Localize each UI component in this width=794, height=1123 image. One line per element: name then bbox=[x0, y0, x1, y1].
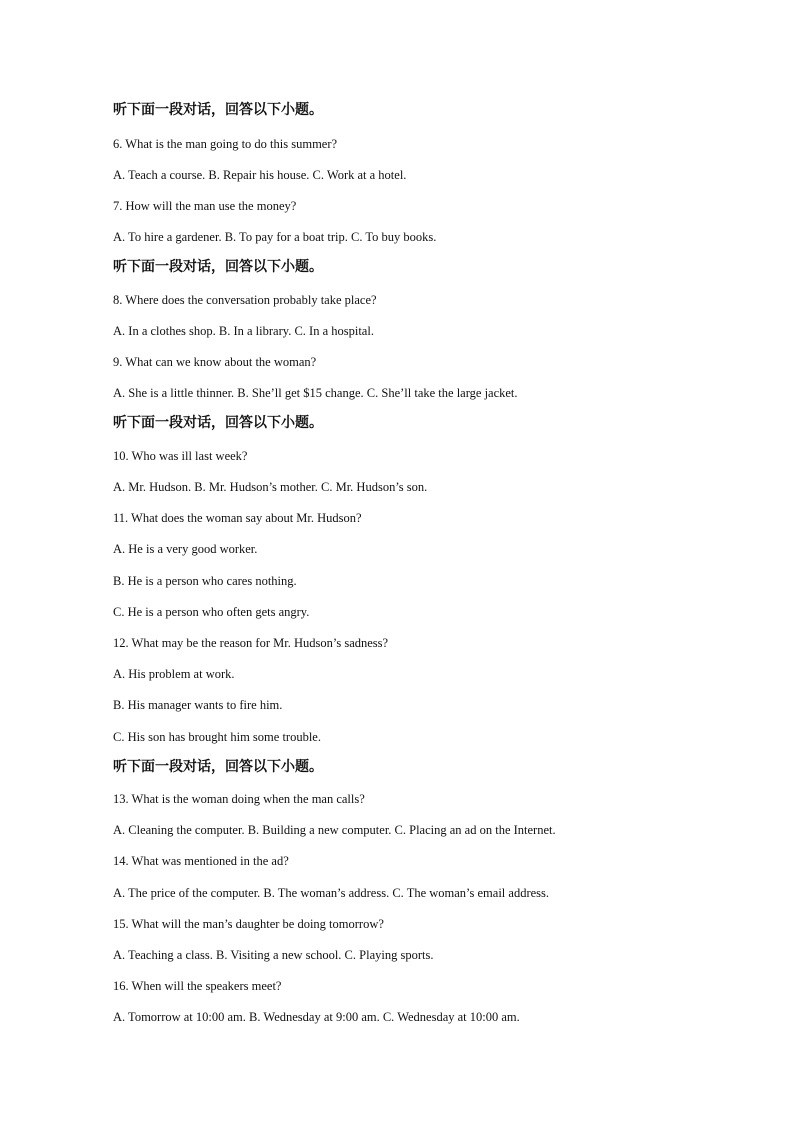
question-text: 9. What can we know about the woman? bbox=[113, 355, 317, 369]
answer-options: A. Mr. Hudson. B. Mr. Hudson’s mother. C. Mr. Hudson’s son. bbox=[113, 480, 428, 494]
answer-option: A. He is a very good worker. bbox=[113, 542, 258, 556]
answer-options: A. Tomorrow at 10:00 am. B. Wednesday at 9:00 am. C. Wednesday at 10:00 am. bbox=[113, 1010, 520, 1024]
answer-options: A. Teach a course. B. Repair his house. C. Work at a hotel. bbox=[113, 168, 407, 182]
question-text: 11. What does the woman say about Mr. Hudson? bbox=[113, 511, 362, 525]
answer-options: A. To hire a gardener. B. To pay for a boat trip. C. To buy books. bbox=[113, 230, 437, 244]
answer-option: A. His problem at work. bbox=[113, 667, 235, 681]
section-heading: 听下面一段对话，回答以下小题。 bbox=[113, 102, 323, 118]
question-text: 7. How will the man use the money? bbox=[113, 199, 297, 213]
section-heading: 听下面一段对话，回答以下小题。 bbox=[113, 259, 323, 275]
answer-options: A. She is a little thinner. B. She’ll get $15 change. C. She’ll take the large jacket. bbox=[113, 386, 518, 400]
answer-options: A. In a clothes shop. B. In a library. C. In a hospital. bbox=[113, 324, 374, 338]
question-text: 13. What is the woman doing when the man calls? bbox=[113, 792, 365, 806]
answer-option: C. He is a person who often gets angry. bbox=[113, 605, 310, 619]
question-text: 16. When will the speakers meet? bbox=[113, 979, 282, 993]
answer-option: B. He is a person who cares nothing. bbox=[113, 574, 297, 588]
question-text: 14. What was mentioned in the ad? bbox=[113, 854, 289, 868]
answer-options: A. Teaching a class. B. Visiting a new school. C. Playing sports. bbox=[113, 948, 434, 962]
question-text: 12. What may be the reason for Mr. Hudson’s sadness? bbox=[113, 636, 389, 650]
question-text: 6. What is the man going to do this summer? bbox=[113, 137, 338, 151]
answer-option: C. His son has brought him some trouble. bbox=[113, 730, 321, 744]
answer-option: B. His manager wants to fire him. bbox=[113, 698, 283, 712]
question-text: 8. Where does the conversation probably take place? bbox=[113, 293, 377, 307]
question-text: 15. What will the man’s daughter be doing tomorrow? bbox=[113, 917, 384, 931]
section-heading: 听下面一段对话，回答以下小题。 bbox=[113, 415, 323, 431]
answer-options: A. Cleaning the computer. B. Building a new computer. C. Placing an ad on the Internet. bbox=[113, 823, 556, 837]
answer-options: A. The price of the computer. B. The woman’s address. C. The woman’s email address. bbox=[113, 886, 550, 900]
section-heading: 听下面一段对话，回答以下小题。 bbox=[113, 759, 323, 775]
question-text: 10. Who was ill last week? bbox=[113, 449, 248, 463]
